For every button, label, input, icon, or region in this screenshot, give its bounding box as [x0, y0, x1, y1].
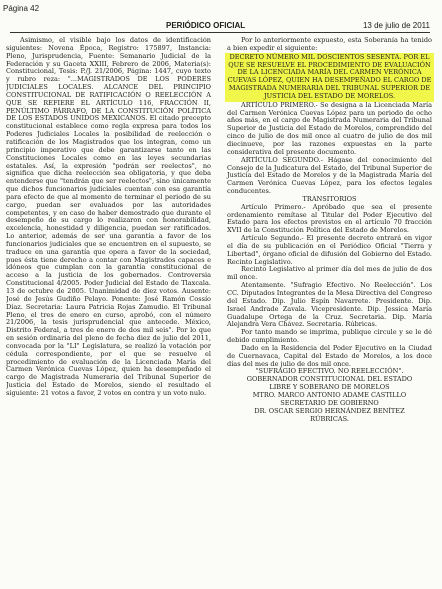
dado-paragraph: Dado en la Residencia del Poder Ejecutivo en la Ciudad de Cuernavaca, Capital del Estado de Morelos, a los doce días del mes de julio de dos mil once. — [227, 343, 432, 368]
signature-line: RÚBRICAS. — [310, 414, 349, 423]
signature-line: MTRO. MARCO ANTONIO ADAME CASTILLO — [252, 390, 407, 399]
signature-line: SECRETARIO DE GOBIERNO — [280, 398, 379, 407]
publication-title: PERIÓDICO OFICIAL — [166, 21, 246, 30]
jurisprudence-paragraph: Asimismo, el visible bajo los datos de identificación siguientes: Novena Época, Registro: 175897, Instancia: Pleno, Jurisprudencia, Fuente: Semanario Judicial de la Federación y su Gaceta XXIII, Febrero de 2006, Materia(s): Constitucional, Tesis: P./J. 21/2006, Página: 1447, cuyo texto y rubro reza: "...MAGISTRADOS DE LOS PODERES JUDICIALES LOCALES. ALCANCE DEL PRINCIPIO CONSTITUCIONAL DE RATIFICACIÓN O REELECCIÓN A QUE SE REFIERE EL ARTÍCULO 116, FRACCIÓN II, PENÚLTIMO PÁRRAFO, DE LA CONSTITUCIÓN POLÍTICA DE LOS ESTADOS UNIDOS MEXICANOS. El citado precepto constitucional establece como regla expresa para todos los Poderes Judiciales Locales la posibilidad de reelección o ratificación de los Magistrados que los integran, como un principio imperativo que debe garantizarse tanto en las Constituciones Locales como en las leyes secundarias estatales. Así, la expresión "podrán ser reelectos", no significa que dicha reelección sea obligatoria, y que deba entenderse que "tendrán que ser reelectos", sino únicamente que dichos funcionarios judiciales cuentan con esa garantía para efecto de que al momento de terminar el periodo de su cargo, puedan ser evaluados por las autoridades competentes, y en caso de haber demostrado que durante el desempeño de su cargo lo realizaron con honorabilidad, excelencia, honestidad y diligencia, puedan ser ratificados. Lo anterior, además de ser una garantía a favor de los funcionarios judiciales que se encuentren en el supuesto, se traduce en una garantía que opera a favor de la sociedad, pues ésta tiene derecho a contar con Magistrados capaces e idóneos que cumplan con la garantía constitucional de acceso a la justicia de los gobernados. Controversia Constitucional 4/2005. Poder Judicial del Estado de Tlaxcala. 13 de octubre de 2005. Unanimidad de diez votos. Ausente: José de Jesús Gudiño Pelayo. Ponente: José Ramón Cossío Díaz. Secretaria: Laura Patricia Rojas Zamudio. El Tribunal Pleno, el tres de enero en curso, aprobó, con el número 21/2006, la tesis jurisprudencial que antecede. México, Distrito Federal, a tres de enero de dos mil seis". Por lo que en sesión ordinaria del pleno de fecha diez de julio del 2011, convocada por la "LI" Legislatura, se realizó la votación por cédula correspondiente, por el que se resuelve el procedimiento de evaluación de la Licenciada María del Carmen Verónica Cuevas López, quien ha desempeñado el cargo de Magistrada Numeraria del Tribunal Superior de Justicia del Estado de Morelos, siendo el resultado el siguiente: 21 votos a favor, 2 votos en contra y un voto nulo. — [6, 37, 211, 397]
recinto-paragraph: Recinto Legislativo al primer día del mes de julio de dos mil once. — [227, 265, 432, 282]
signature-block — [227, 368, 432, 423]
transitory-second: Artículo Segundo.- El presente decreto entrará en vigor el día de su publicación en el Periódico Oficial "Tierra y Libertad", órgano oficial de difusión del Gobierno del Estado. Recinto Legislativo. — [227, 234, 432, 266]
signature-line: "SUFRAGIO EFECTIVO. NO REELECCIÓN". — [255, 367, 404, 376]
transitory-first: Artículo Primero.- Apróbado que sea el presente ordenamiento remítase al Titular del Poder Ejecutivo del Estado para los efectos previstos en el artículo 70 fracción XVII de la Constitución Política del Estado de Morelos. — [227, 202, 432, 235]
right-column — [227, 37, 432, 423]
publication-date: 13 de julio de 2011 — [362, 21, 430, 30]
signature-line: LIBRE Y SOBERANO DE MORELOS — [269, 383, 390, 392]
page-header — [10, 21, 430, 33]
signature-line: DR. OSCAR SERGIO HERNÁNDEZ BENÍTEZ — [254, 406, 405, 415]
intro-paragraph: Por lo anteriormente expuesto, esta Soberanía ha tenido a bien expedir el siguiente: — [227, 37, 432, 52]
body-columns — [6, 37, 436, 585]
atentamente-paragraph: Atentamente. "Sufragio Efectivo. No Reelección". Los CC. Diputados Integrantes de la Mesa Directiva del Congreso del Estado. Dip. Julio Espín Navarrete. Presidente. Dip. Israel Andrade Zavala. Vicepresidente. Dip. Jessica María Guadalupe Ortega de la Cruz. Secretaria. Dip. María Alejandra Vera Chávez. Secretaria. Rúbricas. — [227, 281, 432, 329]
por-tanto-paragraph: Por tanto mando se imprima, publique circule y se le dé debido cumplimiento. — [227, 328, 432, 345]
decree-title: DECRETO NÚMERO MIL DOSCIENTOS SESENTA. POR EL QUE SE RESUELVE EL PROCEDIMIENTO DE EVALUACIÓN DE LA LICENCIADA MARÍA DEL CARMEN VERÓNICA CUEVAS LÓPEZ, QUIEN HA DESEMPEÑADO EL CARGO DE MAGISTRADA NUMERARIA DEL TRIBUNAL SUPERIOR DE JUSTICIA DEL ESTADO DE MORELOS. — [227, 52, 432, 100]
signature-line: GOBERNADOR CONSTITUCIONAL DEL ESTADO — [246, 375, 413, 384]
transitorios-heading: TRANSITORIOS — [302, 194, 357, 203]
page-number: Página 42 — [3, 4, 40, 13]
left-column — [6, 37, 211, 398]
article-second: ARTÍCULO SEGUNDO.- Hágase del conocimiento del Consejo de la Judicatura del Estado, del Tribunal Superior de Justicia del Estado de Morelos y de la Magistrada María del Carmen Verónica Cuevas López, para los efectos legales conducentes. — [227, 155, 432, 196]
decree-title-highlight — [225, 53, 434, 102]
article-first: ARTÍCULO PRIMERO.- Se designa a la Licenciada María del Carmen Verónica Cuevas López para un periodo de ocho años más, en el cargo de Magistrada Numeraria del Tribunal Superior de Justicia del Estado de Morelos, comprendido del cinco de julio de dos mil once al cuatro de julio de dos mil diecinueve, por las razones expuestas en la parte considerativa del presente documento. — [227, 100, 432, 156]
